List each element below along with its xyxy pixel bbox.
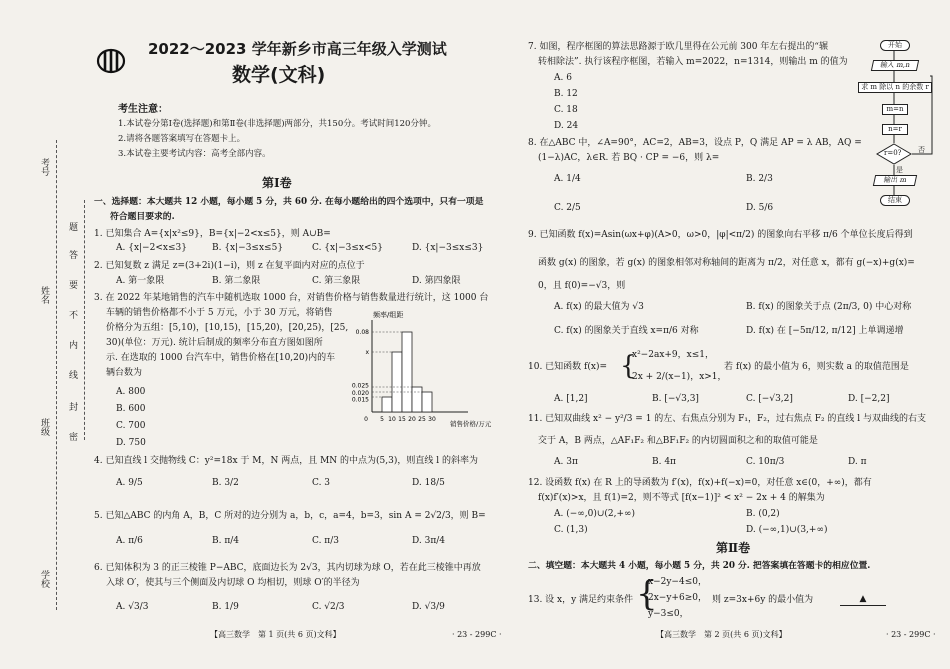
q3-line: 示. 在选取的 1000 台汽车中，销售价格在[10,20)内的车 [106,353,336,363]
q4-stem: 4. 已知直线 l 交抛物线 C：y²=18x 于 M，N 两点，且 MN 的中点为(5,3)，则直线 l 的斜率为 [94,456,478,466]
q10-option-b: B. [−√3,3] [652,394,699,404]
q10-option-a: A. [1,2] [554,394,588,404]
subject-title: 数学(文科) [232,64,326,86]
q12-line: 12. 设函数 f(x) 在 R 上的导函数为 f′(x)，f(x)+f(−x)=0，对任意 x∈(0，+∞)，都有 [528,478,872,488]
part1-title: 第Ⅰ卷 [262,176,292,190]
flow-input: 输入 m,n [871,60,919,71]
histogram-x-tick-label: 10 [388,416,396,423]
q10-option-d: D. [−2,2] [848,394,890,404]
q10-case1: x²−2ax+9，x≤1， [632,350,715,360]
q7-option-a: A. 6 [554,73,572,83]
q9-line: 函数 g(x) 的图象，若 g(x) 的图象相邻对称轴间的距离为 π/2，对任意 x，都有 g(−x)+g(x)= [538,258,915,268]
seal-char: 要 [67,280,77,289]
name-label: 姓名 [39,286,49,304]
seal-char: 封 [67,402,77,411]
q3-option-c: C. 700 [116,421,146,431]
histogram-bar [402,332,412,412]
histogram-y-tick-label: 0.08 [355,329,369,337]
q6-line: 入球 O′，使其与三个侧面及内切球 O 均相切，则球 O′的半径为 [106,578,360,588]
flow-decision-label: r=0? [884,149,902,157]
q8-line: 8. 在△ABC 中，∠A=90°，AC=2，AB=3，设点 P，Q 满足 AP = λ AB，AQ = [528,138,862,148]
histogram-bar [392,352,402,412]
flow-connectors [850,38,940,208]
flow-step-remainder: 求 m 除以 n 的余数 r [858,82,932,93]
q12-option-d: D. (−∞,1)∪(3,+∞) [746,525,828,535]
notes-item: 3.本试卷主要考试内容：高考全部内容。 [118,149,271,159]
histogram-x-tick-label: 15 [398,416,406,423]
q8-option-c: C. 2/5 [554,203,581,213]
school-label: 学校 [39,570,49,588]
q13-answer-blank: ▲ [840,594,886,606]
seal-char: 题 [67,222,77,231]
q2-option-a: A. 第一象限 [116,276,165,286]
q5-option-b: B. π/4 [212,536,240,546]
q2-option-b: B. 第二象限 [212,276,261,286]
q6-option-c: C. √2/3 [312,602,345,612]
q10-stem: 10. 已知函数 f(x)= [528,362,608,372]
histogram-xlabel: 销售价格/万元 [450,420,492,428]
histogram-x-tick-label: 30 [428,416,436,423]
q10-tail: 若 f(x) 的最小值为 6，则实数 a 的取值范围是 [724,362,909,372]
histogram-x-tick-label: 20 [408,416,416,423]
histogram-y-tick-label: 0.025 [351,382,369,390]
flow-step-n: n=r [882,124,908,135]
q4-option-c: C. 3 [312,478,331,488]
q9-option-b: B. f(x) 的图象关于点 (2π/3, 0) 中心对称 [746,302,912,312]
q13-brace: { [636,574,658,614]
seal-char: 答 [67,250,77,259]
q11-option-c: C. 10π/3 [746,457,785,467]
seal-line [56,140,57,610]
q4-option-d: D. 18/5 [412,478,445,488]
flow-output: 输出 m [873,175,917,186]
q6-option-a: A. √3/3 [116,602,149,612]
q1-option-b: B. {x|−3≤x≤5} [212,243,284,253]
histogram-bar [412,387,422,412]
flow-end: 结束 [880,195,910,206]
q2-option-c: C. 第三象限 [312,276,361,286]
histogram-y-tick-label: x [365,349,369,357]
q6-line: 6. 已知体积为 3 的正三棱锥 P−ABC，底面边长为 2√3，其内切球为球 O，若在此三棱锥中再放 [94,563,481,573]
q7-option-b: B. 12 [554,89,578,99]
q3-line: 辆台数为 [106,368,143,378]
q3-line: 价格分为五组：[5,10)，[10,15)，[15,20)，[20,25)，[25, [106,323,349,333]
q10-option-c: C. [−√3,2] [746,394,793,404]
q13-constraint-3: y−3≤0， [648,609,689,619]
seal-char: 密 [67,432,77,441]
q5-stem: 5. 已知△ABC 的内角 A，B，C 所对的边分别为 a，b，c，a=4，b=3，sin A = 2√2/3，则 B= [94,511,486,521]
q3-option-b: B. 600 [116,404,146,414]
histogram-bar [422,392,432,412]
q3-line: 30)(单位：万元). 统计后制成的频率分布直方图如图所 [106,338,323,348]
q5-option-d: D. 3π/4 [412,536,446,546]
publisher-logo-icon [96,45,126,75]
histogram-y-tick-label: 0.015 [351,396,369,404]
q4-option-b: B. 3/2 [212,478,239,488]
q9-option-c: C. f(x) 的图象关于直线 x=π/6 对称 [554,326,699,336]
seal-char: 不 [67,310,77,319]
q12-option-a: A. (−∞,0)∪(2,+∞) [554,509,636,519]
q11-line: 11. 已知双曲线 x² − y²/3 = 1 的左、右焦点分别为 F₁，F₂，过右焦点 F₂ 的直线 l 与双曲线的右支 [528,414,927,424]
q11-option-b: B. 4π [652,457,676,467]
histogram-x-tick-label: 25 [418,416,426,423]
footer-left: 【高三数学 第 1 页(共 6 页)文科】 [210,630,341,639]
notes-title: 考生注意： [118,104,168,115]
q10-case2: 2x + 2/(x−1)，x>1， [632,372,727,382]
footer-right: 【高三数学 第 2 页(共 6 页)文科】 [656,630,787,639]
q11-option-a: A. 3π [554,457,578,467]
q7-option-c: C. 18 [554,105,578,115]
q13-constraint-1: x−2y−4≤0， [648,577,707,587]
q6-option-d: D. √3/9 [412,602,445,612]
q7-line: 7. 如图，程序框图的算法思路源于欧几里得在公元前 300 年左右提出的“辗 [528,42,828,52]
q1-option-d: D. {x|−3≤x≤3} [412,243,484,253]
q9-option-a: A. f(x) 的最大值为 √3 [554,302,644,312]
q10-brace: { [620,351,637,381]
q8-option-a: A. 1/4 [554,174,581,184]
seal-char: 线 [67,370,77,379]
histogram-bar [382,397,392,412]
q3-line: 车辆的销售价格都不小于 5 万元，小于 30 万元，将销售 [106,308,333,318]
q12-line: f(x)f′(x)>x，且 f(1)=2，则不等式 [f(x−1)]² < x² − 2x + 4 的解集为 [538,493,825,503]
notes-item: 1.本试卷分第Ⅰ卷(选择题)和第Ⅱ卷(非选择题)两部分，共150分。考试时间120分钟。 [118,119,436,129]
q1-option-a: A. {x|−2<x≤3} [116,243,187,253]
histogram-x-tick-label: 0 [364,416,368,423]
q13-tail: 则 z=3x+6y 的最小值为 [712,595,814,605]
q2-stem: 2. 已知复数 z 满足 z=(3+2i)(1−i)，则 z 在复平面内对应的点位于 [94,261,365,271]
q6-option-b: B. 1/9 [212,602,239,612]
q11-option-d: D. π [848,457,867,467]
section2-heading: 二、填空题：本大题共 4 小题，每小题 5 分，共 20 分. 把答案填在答题卡的相应位置. [528,561,871,571]
histogram-ylabel: 频率/组距 [373,311,404,319]
flow-yes-label: 是 [896,166,903,174]
histogram-y-tick-label: 0.020 [351,390,369,398]
exam-title: 2022～2023 学年新乡市高三年级入学测试 [148,40,447,58]
q13-stem: 13. 设 x，y 满足约束条件 [528,595,634,605]
q3-option-a: A. 800 [116,387,146,397]
q1-option-c: C. {x|−3≤x<5} [312,243,383,253]
seal-line-inner [84,200,85,440]
q1-stem: 1. 已知集合 A={x|x²≤9}，B={x|−2<x≤5}，则 A∪B= [94,229,331,239]
notes-item: 2.请将各题答案填写在答题卡上。 [118,134,246,144]
flow-start: 开始 [880,40,910,51]
q8-line: (1−λ)AC，λ∈R. 若 BQ · CP = −6，则 λ= [538,153,720,163]
seal-char: 内 [67,340,77,349]
q12-option-c: C. (1,3) [554,525,588,535]
flow-no-label: 否 [918,146,925,154]
q7-option-d: D. 24 [554,121,579,131]
footer-left-code: · 23 - 299C · [452,630,502,639]
q13-constraint-2: 2x−y+6≥0， [648,593,707,603]
q11-line: 交于 A，B 两点，△AF₁F₂ 和△BF₁F₂ 的内切圆面积之和的取值可能是 [538,436,818,446]
q3-line: 3. 在 2022 年某地销售的汽车中随机选取 1000 台，对销售价格与销售数量进行统计，这 1000 台 [94,293,489,303]
q8-option-d: D. 5/6 [746,203,774,213]
footer-right-code: · 23 - 299C · [886,630,936,639]
part2-title: 第Ⅱ卷 [716,541,751,555]
q2-option-d: D. 第四象限 [412,276,461,286]
section1-heading: 一、选择题：本大题共 12 小题，每小题 5 分，共 60 分. 在每小题给出的四个选项中，只有一项是 [94,197,484,207]
q5-option-a: A. π/6 [116,536,143,546]
q9-line: 0，且 f(0)=−√3，则 [538,281,626,291]
q9-option-d: D. f(x) 在 [−5π/12, π/12] 上单调递增 [746,326,904,336]
histogram-x-tick-label: 5 [380,416,384,423]
q7-line: 转相除法”. 执行该程序框图，若输入 m=2022，n=1314，则输出 m 的值为 [538,57,848,67]
flow-step-m: m=n [882,104,908,115]
q3-option-d: D. 750 [116,438,146,448]
q9-line: 9. 已知函数 f(x)=Asin(ωx+φ)(A>0，ω>0，|φ|<π/2) 的图象向右平移 π/6 个单位长度后得到 [528,230,913,240]
class-label: 班级 [39,418,49,436]
q12-option-b: B. (0,2) [746,509,780,519]
q8-option-b: B. 2/3 [746,174,773,184]
section1-heading-cont: 符合题目要求的. [110,212,175,222]
exam-no-label: 考号 [39,158,49,176]
q4-option-a: A. 9/5 [116,478,143,488]
q5-option-c: C. π/3 [312,536,339,546]
frequency-histogram [340,308,505,433]
